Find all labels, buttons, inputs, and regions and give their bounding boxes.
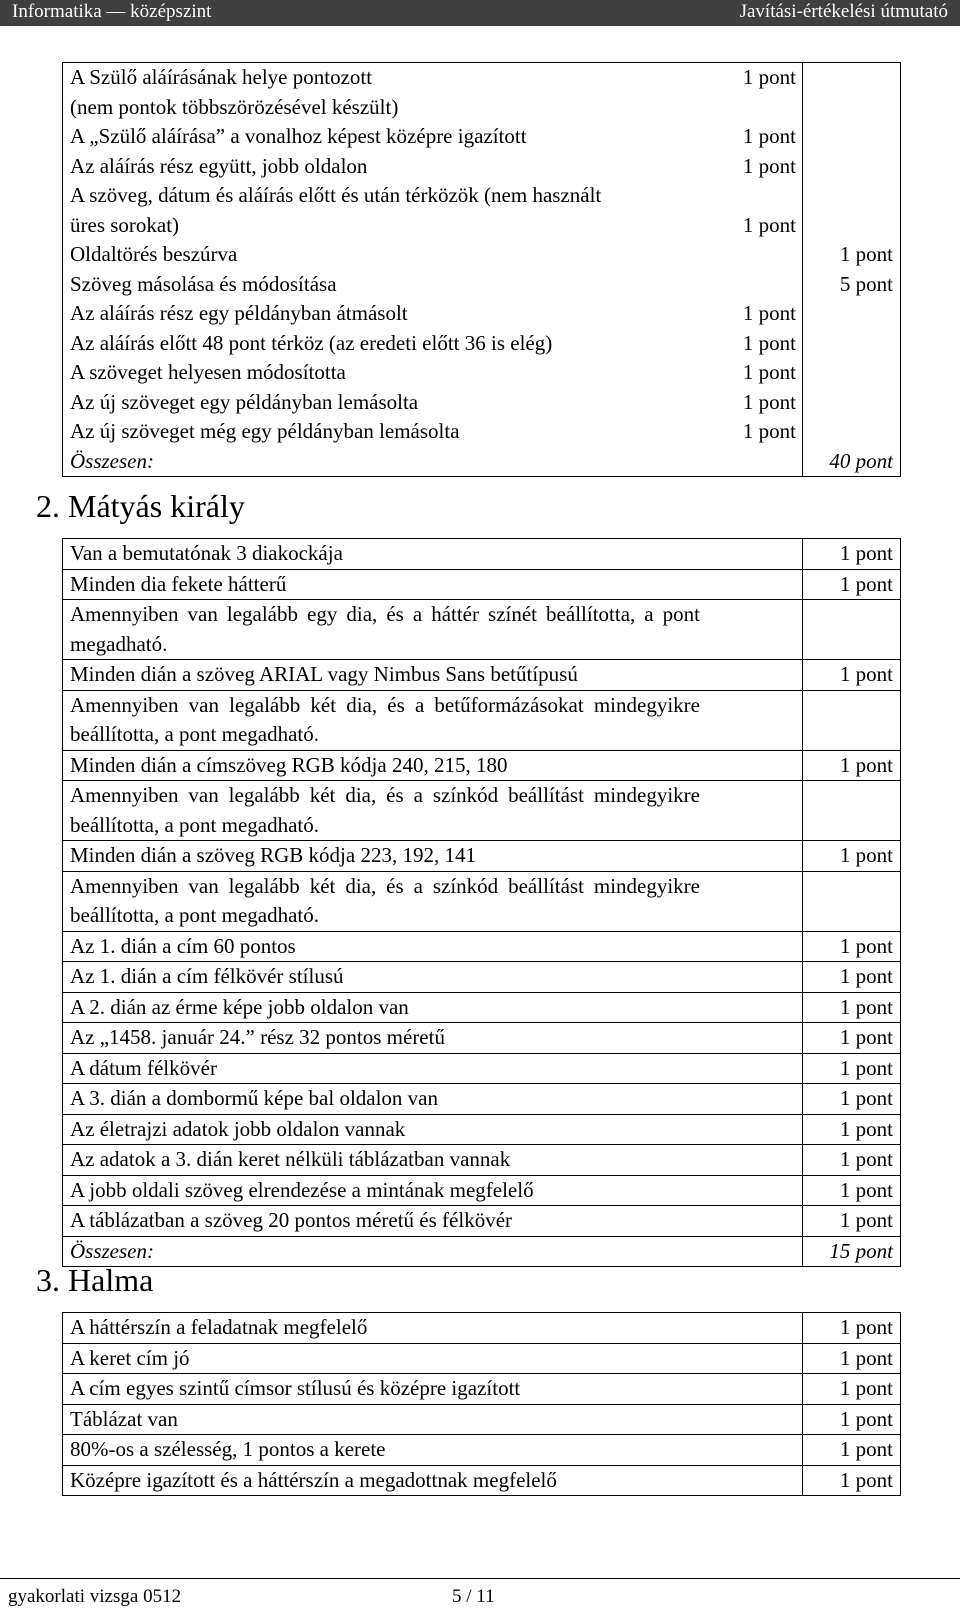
table-row (63, 240, 901, 270)
points (803, 152, 901, 182)
criterion-text: Az aláírás rész egy példányban átmásolt (70, 301, 408, 325)
table-row (63, 1145, 901, 1176)
table-row (63, 1465, 901, 1496)
criterion-text: Minden dián a címszöveg RGB kódja 240, 215, 180 (63, 750, 803, 781)
sub-points (708, 270, 803, 300)
table-row (63, 1404, 901, 1435)
total-row (63, 1236, 901, 1267)
points (803, 690, 901, 750)
points (803, 417, 901, 447)
table-row (63, 1343, 901, 1374)
table-row (63, 690, 901, 750)
page-footer (0, 1578, 960, 1610)
table-row (63, 93, 901, 123)
points: 1 pont (803, 539, 901, 570)
criterion-text: Az új szöveget egy példányban lemásolta (70, 389, 419, 414)
criterion-text: A háttérszín a feladatnak megfelelő (63, 1313, 803, 1344)
section-title-matyas: 2. Mátyás király (36, 488, 245, 524)
points (803, 181, 901, 211)
points: 1 pont (803, 992, 901, 1023)
points: 1 pont (803, 931, 901, 962)
footer-exam-code: gyakorlati vizsga 0512 (8, 1586, 182, 1607)
criterion-text: 80%-os a szélesség, 1 pontos a kerete (63, 1435, 803, 1466)
points: 1 pont (803, 1465, 901, 1496)
criterion-text: A cím egyes szintű címsor stílusú és középre igazított (63, 1374, 803, 1405)
table-row (63, 122, 901, 152)
criterion-text: Az életrajzi adatok jobb oldalon vannak (63, 1114, 803, 1145)
total-points: 40 pont (803, 447, 901, 477)
criterion-text: Van a bemutatónak 3 diakockája (63, 539, 803, 570)
points: 1 pont (803, 1145, 901, 1176)
table-row (63, 1206, 901, 1237)
criterion-text: A Szülő aláírásának helye pontozott (70, 65, 373, 89)
criterion-text: Minden dián a szöveg ARIAL vagy Nimbus Sans betűtípusú (63, 660, 803, 691)
points: 1 pont (803, 1114, 901, 1145)
criterion-text: Az adatok a 3. dián keret nélküli táblázatban vannak (63, 1145, 803, 1176)
points: 5 pont (803, 270, 901, 300)
criterion-text: Táblázat van (63, 1404, 803, 1435)
sub-points (708, 181, 803, 211)
table-row (63, 600, 901, 660)
points: 1 pont (803, 1206, 901, 1237)
points (803, 122, 901, 152)
table-row (63, 539, 901, 570)
points: 1 pont (803, 1175, 901, 1206)
points: 1 pont (803, 660, 901, 691)
table-row (63, 1175, 901, 1206)
sub-points: 1 pont (742, 153, 796, 178)
table-row (63, 1435, 901, 1466)
table-row (63, 270, 901, 300)
criterion-text: Az 1. dián a cím félkövér stílusú (63, 962, 803, 993)
criterion-text: A dátum félkövér (63, 1053, 803, 1084)
criterion-text: Szöveg másolása és módosítása (70, 271, 337, 296)
points (803, 600, 901, 660)
header-guide-title: Javítási-értékelési útmutató (739, 1, 948, 22)
points: 1 pont (803, 1313, 901, 1344)
criterion-text: Amennyiben van legalább két dia, és a betűformázásokat mindegyikre beállította, a pont megadható. (63, 690, 803, 750)
table-row (63, 931, 901, 962)
table-row (63, 569, 901, 600)
sub-points: 1 pont (742, 360, 796, 384)
points: 1 pont (803, 1404, 901, 1435)
table-row (63, 181, 901, 211)
criterion-text: Minden dia fekete hátterű (63, 569, 803, 600)
criterion-text: Középre igazított és a háttérszín a megadottnak megfelelő (63, 1465, 803, 1496)
table-row (63, 1313, 901, 1344)
table-row (63, 358, 901, 388)
page-header (0, 0, 960, 26)
total-row (63, 447, 901, 477)
points (803, 358, 901, 388)
criterion-text: A szöveget helyesen módosította (70, 360, 346, 384)
points: 1 pont (803, 841, 901, 872)
table-row (63, 871, 901, 931)
points: 1 pont (803, 1084, 901, 1115)
sub-points (708, 93, 803, 123)
sub-points: 1 pont (742, 65, 796, 89)
sub-points: 1 pont (742, 389, 796, 414)
task2-scoring-table (62, 538, 901, 1267)
points (803, 211, 901, 241)
criterion-text: Oldaltörés beszúrva (70, 242, 238, 266)
points: 1 pont (803, 962, 901, 993)
table-row (63, 1114, 901, 1145)
points: 1 pont (803, 569, 901, 600)
header-subject: Informatika — középszint (12, 1, 212, 22)
section-title-halma: 3. Halma (36, 1262, 154, 1298)
table-row (63, 388, 901, 418)
points (803, 871, 901, 931)
table-row (63, 299, 901, 329)
criterion-text: A szöveg, dátum és aláírás előtt és után térközök (nem használt (70, 183, 602, 207)
points: 1 pont (803, 240, 901, 270)
table-row (63, 660, 901, 691)
total-label: Összesen: (63, 1236, 803, 1267)
criterion-text: A 2. dián az érme képe jobb oldalon van (63, 992, 803, 1023)
points (803, 63, 901, 93)
table-row (63, 1374, 901, 1405)
points: 1 pont (803, 1023, 901, 1054)
criterion-text: Amennyiben van legalább két dia, és a színkód beállítást mindegyikre beállította, a pont megadható. (63, 871, 803, 931)
sub-points: 1 pont (742, 419, 796, 443)
table-row (63, 417, 901, 447)
points: 1 pont (803, 750, 901, 781)
sub-points: 1 pont (742, 330, 796, 355)
table-row (63, 992, 901, 1023)
sub-points: 1 pont (742, 124, 796, 148)
criterion-text: (nem pontok többszörözésével készült) (70, 94, 399, 119)
criterion-text: Amennyiben van legalább egy dia, és a háttér színét beállította, a pont megadható. (63, 600, 803, 660)
table-row (63, 1084, 901, 1115)
table-row (63, 781, 901, 841)
points: 1 pont (803, 1374, 901, 1405)
points (803, 299, 901, 329)
criterion-text: A keret cím jó (63, 1343, 803, 1374)
criterion-text: A táblázatban a szöveg 20 pontos méretű és félkövér (63, 1206, 803, 1237)
table-row (63, 211, 901, 241)
task3-scoring-table (62, 1312, 901, 1496)
sub-points: 1 pont (742, 301, 796, 325)
points (803, 93, 901, 123)
points: 1 pont (803, 1343, 901, 1374)
table-row (63, 1023, 901, 1054)
criterion-text: üres sorokat) (70, 212, 180, 237)
points (803, 781, 901, 841)
total-points: 15 pont (803, 1236, 901, 1267)
table-row (63, 750, 901, 781)
criterion-text: A jobb oldali szöveg elrendezése a mintának megfelelő (63, 1175, 803, 1206)
criterion-text: Az aláírás rész együtt, jobb oldalon (70, 153, 368, 178)
total-label: Összesen: (70, 448, 154, 473)
table-row (63, 1053, 901, 1084)
criterion-text: Az 1. dián a cím 60 pontos (63, 931, 803, 962)
table-row (63, 841, 901, 872)
table-row (63, 329, 901, 359)
criterion-text: Minden dián a szöveg RGB kódja 223, 192, 141 (63, 841, 803, 872)
criterion-text: A 3. dián a dombormű képe bal oldalon van (63, 1084, 803, 1115)
criterion-text: A „Szülő aláírása” a vonalhoz képest középre igazított (70, 124, 527, 148)
table-row (63, 152, 901, 182)
footer-page-number: 5 / 11 (452, 1586, 495, 1607)
criterion-text: Az új szöveget még egy példányban lemásolta (70, 419, 460, 443)
points: 1 pont (803, 1053, 901, 1084)
table-row (63, 63, 901, 93)
task1-scoring-table (62, 62, 901, 477)
criterion-text: Az aláírás előtt 48 pont térköz (az eredeti előtt 36 is elég) (70, 330, 553, 355)
criterion-text: Amennyiben van legalább két dia, és a színkód beállítást mindegyikre beállította, a pont megadható. (63, 781, 803, 841)
criterion-text: Az „1458. január 24.” rész 32 pontos méretű (63, 1023, 803, 1054)
table-row (63, 962, 901, 993)
sub-points: 1 pont (742, 212, 796, 237)
sub-points (708, 240, 803, 270)
points (803, 388, 901, 418)
points (803, 329, 901, 359)
points: 1 pont (803, 1435, 901, 1466)
